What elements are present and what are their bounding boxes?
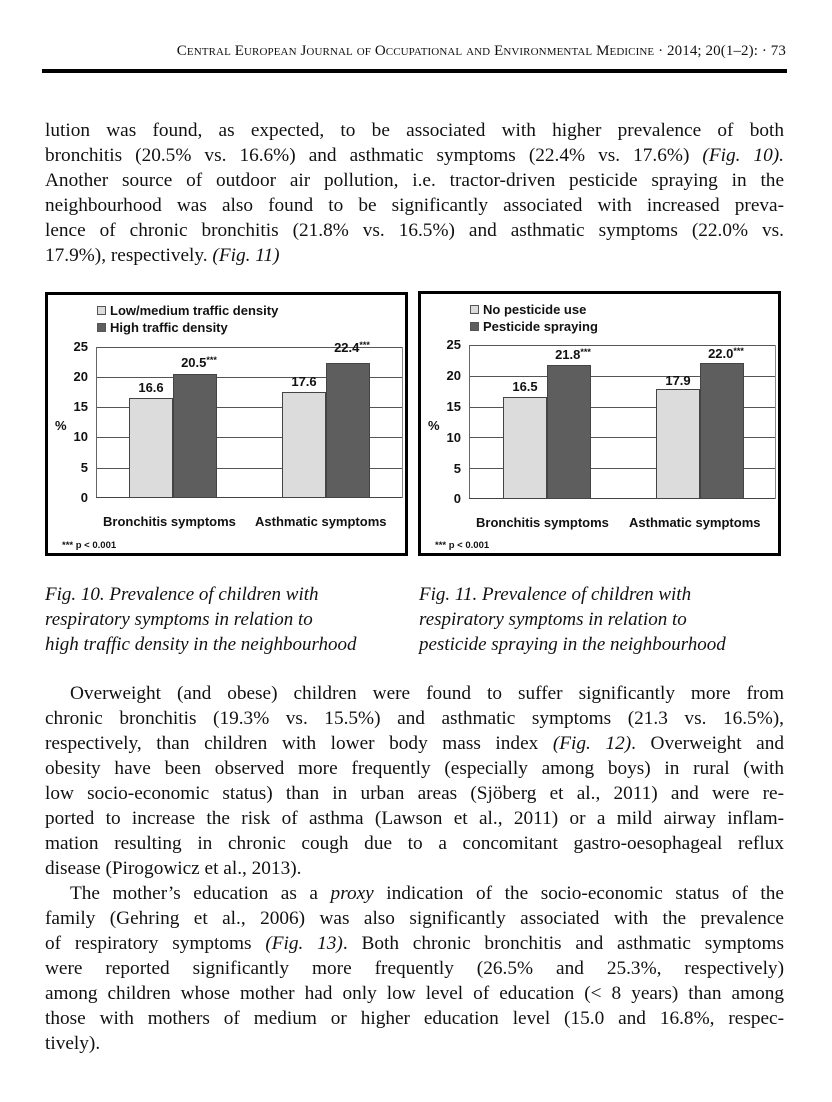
figure-11-chart bbox=[418, 291, 781, 556]
bar-asthma-no-pesticide bbox=[656, 389, 700, 499]
text-line: chronic bronchitis (19.3% vs. 15.5%) and asthmatic symptoms (21.3 vs. 16.5%), bbox=[45, 708, 784, 729]
text-line: were reported significantly more frequently (26.5% and 25.3%, respectively) bbox=[45, 958, 784, 979]
x-category-label: Bronchitis symptoms bbox=[476, 515, 609, 530]
legend-swatch-dark bbox=[97, 323, 106, 332]
legend-item: No pesticide use bbox=[470, 301, 598, 318]
y-tick: 5 bbox=[80, 460, 88, 475]
significance-note: *** p < 0.001 bbox=[435, 540, 490, 551]
bar-value-label: 21.8*** bbox=[555, 347, 591, 362]
text-line: lence of chronic bronchitis (21.8% vs. 16.5%) and asthmatic symptoms (22.0% vs. bbox=[45, 220, 784, 241]
figure-11-caption: Fig. 11. Prevalence of children with respiratory symptoms in relation to pesticide spraying in the neighbourhood bbox=[419, 584, 726, 655]
text-line: obesity have been observed more frequently (especially among boys) in rural (with bbox=[45, 758, 784, 779]
chart-legend bbox=[470, 301, 598, 335]
text-line: among children whose mother had only low level of education (< 8 years) than among bbox=[45, 983, 784, 1004]
figure-reference: (Fig. 11) bbox=[212, 245, 280, 266]
text-line: tively). bbox=[45, 1033, 101, 1054]
bar-value-label: 16.5 bbox=[512, 379, 538, 394]
bar-bronchitis-low bbox=[129, 398, 173, 498]
significance-note: *** p < 0.001 bbox=[62, 540, 117, 551]
y-tick: 0 bbox=[80, 490, 88, 505]
y-tick: 0 bbox=[453, 491, 461, 506]
legend-swatch-dark bbox=[470, 322, 479, 331]
bar-value-label: 16.6 bbox=[138, 380, 164, 395]
text-line: respectively, than children with lower body mass index (Fig. 12). Overweight and bbox=[45, 733, 784, 754]
bar-value-label: 22.0*** bbox=[708, 346, 744, 361]
y-tick: 15 bbox=[73, 399, 88, 414]
text-line: family (Gehring et al., 2006) was also significantly associated with the prevalence bbox=[45, 908, 784, 929]
y-tick: 10 bbox=[446, 430, 461, 445]
figure-reference: (Fig. 12) bbox=[552, 733, 632, 754]
text-line: ported to increase the risk of asthma (Lawson et al., 2011) or a mild airway inflam- bbox=[45, 808, 784, 829]
paragraph-top bbox=[45, 118, 784, 268]
legend-item: Low/medium traffic density bbox=[97, 302, 278, 319]
text-line: Another source of outdoor air pollution, i.e. tractor-driven pesticide spraying in the bbox=[45, 170, 784, 191]
legend-swatch-light bbox=[470, 305, 479, 314]
bar-value-label: 22.4*** bbox=[334, 340, 370, 355]
text-line: neighbourhood was also found to be significantly associated with increased preva- bbox=[45, 195, 784, 216]
figure-10-caption: Fig. 10. Prevalence of children with respiratory symptoms in relation to high traffic density in the neighbourhood bbox=[45, 584, 357, 655]
text-line: bronchitis (20.5% vs. 16.6%) and asthmatic symptoms (22.4% vs. 17.6%) (Fig. 10). bbox=[45, 145, 785, 166]
y-axis bbox=[96, 347, 97, 498]
text-line: Overweight (and obese) children were found to suffer significantly more from bbox=[70, 683, 784, 704]
legend-item: Pesticide spraying bbox=[470, 318, 598, 335]
bar-asthma-low bbox=[282, 392, 326, 498]
legend-swatch-light bbox=[97, 306, 106, 315]
bar-value-label: 20.5*** bbox=[181, 355, 217, 370]
bar-value-label: 17.9 bbox=[665, 373, 691, 388]
header-rule bbox=[42, 69, 787, 73]
text-line: of respiratory symptoms (Fig. 13). Both chronic bronchitis and asthmatic symptoms bbox=[45, 933, 785, 954]
y-tick: 20 bbox=[73, 369, 88, 384]
y-tick: 25 bbox=[73, 339, 88, 354]
bar-value-label: 17.6 bbox=[291, 374, 317, 389]
x-category-label: Asthmatic symptoms bbox=[255, 514, 387, 529]
y-tick: 5 bbox=[453, 461, 461, 476]
plot-area bbox=[96, 340, 403, 498]
y-tick: 15 bbox=[446, 399, 461, 414]
x-category-label: Asthmatic symptoms bbox=[629, 515, 761, 530]
y-tick: 25 bbox=[446, 337, 461, 352]
y-tick: 20 bbox=[446, 368, 461, 383]
y-axis bbox=[469, 345, 470, 499]
figure-reference: (Fig. 13) bbox=[265, 933, 343, 954]
paragraph-mother-education bbox=[45, 881, 784, 1056]
y-axis-label: % bbox=[55, 418, 67, 433]
text-line: 17.9%), respectively. (Fig. 11) bbox=[45, 245, 280, 266]
bar-bronchitis-no-pesticide bbox=[503, 397, 547, 499]
x-category-label: Bronchitis symptoms bbox=[103, 514, 236, 529]
text-line: lution was found, as expected, to be associated with higher prevalence of both bbox=[45, 120, 784, 141]
figure-reference: (Fig. 10). bbox=[702, 145, 785, 166]
text-line: disease (Pirogowicz et al., 2013). bbox=[45, 858, 302, 879]
figure-10-chart bbox=[45, 292, 408, 556]
text-line: low socio-economic status) than in urban areas (Sjöberg et al., 2011) and were re- bbox=[45, 783, 784, 804]
chart-legend bbox=[97, 302, 278, 336]
y-axis-label: % bbox=[428, 418, 440, 433]
running-header: Central European Journal of Occupational and Environmental Medicine · 2014; 20(1–2): · 73 bbox=[176, 43, 786, 59]
text-line: mation resulting in chronic cough due to a concomitant gastro-oesophageal reflux bbox=[45, 833, 784, 854]
text-line: The mother’s education as a proxy indication of the socio-economic status of the bbox=[70, 883, 784, 904]
plot-area bbox=[469, 345, 776, 499]
y-tick: 10 bbox=[73, 429, 88, 444]
paragraph-overweight bbox=[45, 681, 784, 881]
legend-item: High traffic density bbox=[97, 319, 278, 336]
text-line: those with mothers of medium or higher education level (15.0 and 16.8%, respec- bbox=[45, 1008, 784, 1029]
